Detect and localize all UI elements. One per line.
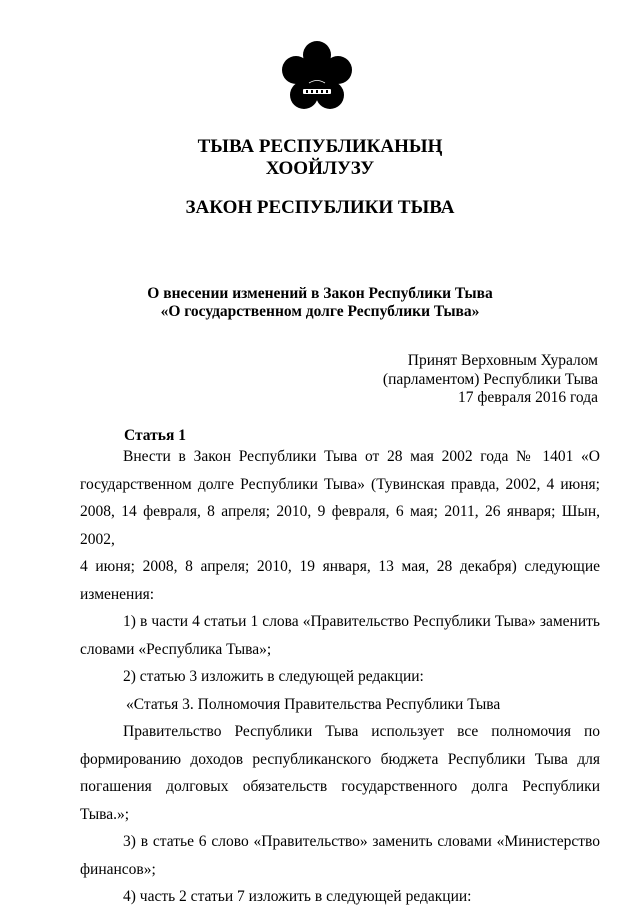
law-title: ЗАКОН РЕСПУБЛИКИ ТЫВА [185,197,455,218]
paragraph-5-line3: погашения долговых обязательств государственного долга Республики Тыва.»; [80,778,600,823]
adoption-line2: (парламентом) Республики Тыва [382,370,598,388]
paragraph-1-line4: 4 июня; 2008, 8 апреля; 2010, 19 января, 13 мая, 28 декабря) следующие [80,558,600,575]
paragraph-6-line1: 3) в статье 6 слово «Правительство» заменить словами «Министерство [123,833,600,850]
paragraph-1-line3: 2008, 14 февраля, 8 апреля; 2010, 9 февраля, 6 мая; 2011, 26 января; Шын, 2002, [80,503,600,548]
paragraph-4: «Статья 3. Полномочия Правительства Республики Тыва [126,695,501,713]
paragraph-1-line5: изменения: [80,585,155,603]
paragraph-2-line2: словами «Республика Тыва»; [80,640,272,658]
paragraph-1-line2: государственном долге Республики Тыва» (Тувинская правда, 2002, 4 июня; [80,475,600,493]
emblem-of-tuva [279,39,355,115]
subject-line2: «О государственном долге Республики Тыва» [160,303,480,320]
title-tuvan-line2: ХООЙЛУЗУ [265,158,375,179]
paragraph-5-line2: формированию доходов республиканского бюджета Республики Тыва для [80,750,600,768]
article-heading: Статья 1 [124,427,186,444]
adoption-line1: Принят Верховным Хуралом [407,352,598,369]
paragraph-6-line2: финансов»; [80,860,156,878]
adoption-line3: 17 февраля 2016 года [457,389,598,406]
title-tuvan-line1: ТЫВА РЕСПУБЛИКАНЫҢ [197,136,443,157]
paragraph-3: 2) статью 3 изложить в следующей редакции: [123,668,424,685]
adoption-note [338,352,598,408]
paragraph-7: 4) часть 2 статьи 7 изложить в следующей редакции: [123,888,472,905]
article-body [80,443,600,911]
subject-line1: О внесении изменений в Закон Республики Тыва [147,285,493,302]
paragraph-1-line1: Внести в Закон Республики Тыва от 28 мая 2002 года № 1401 «О [123,448,600,465]
paragraph-5-line1: Правительство Республики Тыва использует все полномочия по [123,723,600,740]
paragraph-2-line1: 1) в части 4 статьи 1 слова «Правительство Республики Тыва» заменить [123,613,600,630]
